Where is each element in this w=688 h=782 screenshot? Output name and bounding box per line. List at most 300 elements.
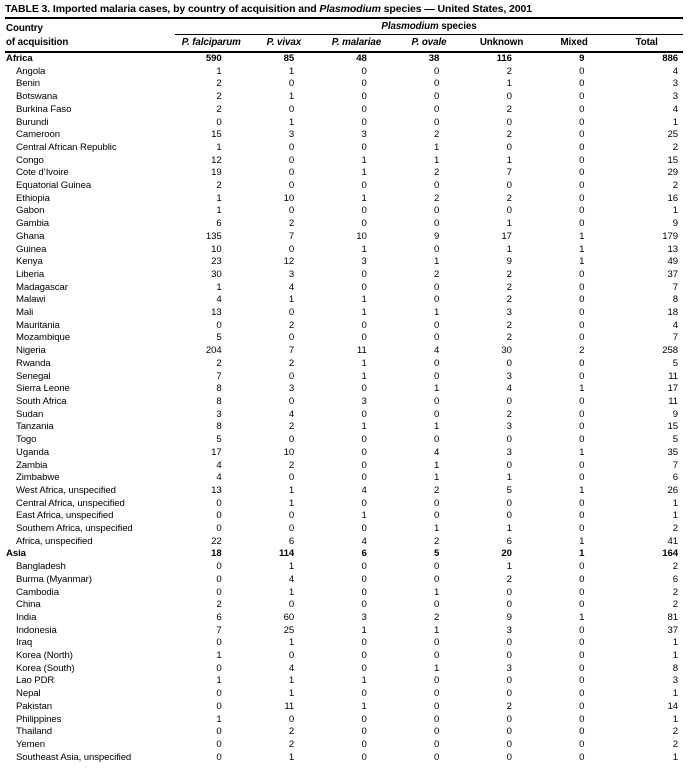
- cell-value: 4: [216, 459, 222, 471]
- cell-value: 2: [506, 319, 512, 331]
- cell-value: 2: [434, 192, 440, 204]
- cell-value: 2: [216, 103, 222, 115]
- cell-value: 1: [434, 154, 440, 166]
- cell-value: 0: [506, 586, 512, 598]
- table-row: [5, 561, 683, 574]
- table-row: [5, 726, 683, 739]
- row-label: Africa: [6, 53, 33, 64]
- cell-value: 1: [361, 421, 367, 433]
- row-label: Sudan: [16, 408, 44, 420]
- cell-value: 29: [667, 167, 678, 179]
- cell-value: 1: [361, 370, 367, 382]
- cell-value: 164: [662, 548, 678, 560]
- cell-value: 1: [672, 205, 678, 217]
- cell-value: 1: [506, 154, 512, 166]
- row-label: Indonesia: [16, 624, 57, 636]
- cell-value: 0: [216, 573, 222, 585]
- cell-value: 7: [672, 281, 678, 293]
- cell-value: 1: [672, 650, 678, 662]
- cell-value: 0: [434, 319, 440, 331]
- row-label: Uganda: [16, 446, 50, 458]
- cell-value: 2: [506, 65, 512, 77]
- cell-value: 5: [434, 548, 440, 560]
- cell-value: 0: [434, 243, 440, 255]
- cell-value: 0: [434, 281, 440, 293]
- column-header-p-malariae: P. malariae: [320, 35, 393, 53]
- cell-value: 0: [361, 446, 367, 458]
- cell-value: 0: [434, 599, 440, 611]
- table-row: [5, 282, 683, 295]
- cell-value: 3: [506, 446, 512, 458]
- cell-value: 0: [288, 141, 295, 153]
- cell-value: 2: [506, 268, 512, 280]
- cell-value: 0: [579, 154, 585, 166]
- cell-value: 0: [434, 561, 440, 573]
- cell-value: 1: [434, 256, 440, 268]
- row-label: Togo: [16, 434, 37, 446]
- cell-value: 0: [579, 192, 585, 204]
- cell-value: 0: [434, 497, 440, 509]
- cell-value: 0: [216, 637, 222, 649]
- cell-value: 3: [672, 78, 678, 90]
- column-header-mixed: Mixed: [538, 35, 611, 53]
- cell-value: 1: [288, 484, 295, 496]
- cell-value: 0: [361, 688, 367, 700]
- cell-value: 0: [579, 434, 585, 446]
- cell-value: 9: [506, 256, 512, 268]
- cell-value: 18: [667, 307, 678, 319]
- cell-value: 1: [361, 357, 367, 369]
- cell-value: 0: [361, 751, 367, 763]
- cell-value: 0: [434, 510, 440, 522]
- cell-value: 1: [361, 700, 367, 712]
- cell-value: 0: [216, 116, 222, 128]
- table-row: [5, 637, 683, 650]
- row-label: East Africa, unspecified: [16, 510, 114, 522]
- cell-value: 1: [672, 510, 678, 522]
- cell-value: 1: [361, 167, 367, 179]
- cell-value: 2: [672, 180, 678, 192]
- cell-value: 8: [672, 662, 678, 674]
- cell-value: 81: [667, 611, 678, 623]
- cell-value: 1: [434, 586, 440, 598]
- cell-value: 3: [506, 307, 512, 319]
- cell-value: 0: [216, 751, 222, 763]
- cell-value: 0: [434, 370, 440, 382]
- table-row: [5, 663, 683, 676]
- cell-value: 1: [579, 383, 585, 395]
- cell-value: 3: [672, 91, 678, 103]
- cell-value: 0: [288, 370, 295, 382]
- cell-value: 0: [579, 205, 585, 217]
- cell-value: 0: [434, 688, 440, 700]
- table-row: [5, 612, 683, 625]
- cell-value: 8: [216, 395, 222, 407]
- row-label: Kenya: [16, 256, 43, 268]
- cell-value: 3: [288, 129, 295, 141]
- table-row: [5, 739, 683, 752]
- cell-value: 0: [434, 218, 440, 230]
- row-label: Korea (North): [16, 650, 73, 662]
- cell-value: 0: [216, 523, 222, 535]
- cell-value: 3: [506, 370, 512, 382]
- table-row: [5, 358, 683, 371]
- cell-value: 0: [506, 497, 512, 509]
- cell-value: 0: [216, 700, 222, 712]
- cell-value: 0: [506, 637, 512, 649]
- table-row: [5, 78, 683, 91]
- cell-value: 11: [284, 700, 295, 712]
- row-label: Mauritania: [16, 319, 60, 331]
- cell-value: 3: [216, 408, 222, 420]
- cell-value: 0: [361, 103, 367, 115]
- cell-value: 0: [216, 738, 222, 750]
- cell-value: 0: [579, 180, 585, 192]
- table-row: [5, 180, 683, 193]
- cell-value: 0: [506, 599, 512, 611]
- cell-value: 0: [288, 434, 295, 446]
- cell-value: 1: [288, 586, 295, 598]
- cell-value: 0: [216, 586, 222, 598]
- country-header-line2: of acquisition: [5, 35, 175, 53]
- cell-value: 4: [434, 345, 440, 357]
- cell-value: 0: [579, 497, 585, 509]
- cell-value: 2: [672, 141, 678, 153]
- cell-value: 0: [579, 78, 585, 90]
- table-row: [5, 66, 683, 79]
- table-row: [5, 91, 683, 104]
- cell-value: 0: [361, 573, 367, 585]
- table-row: [5, 688, 683, 701]
- table-row: [5, 650, 683, 663]
- cell-value: 0: [288, 395, 295, 407]
- cell-value: 2: [434, 129, 440, 141]
- row-label: Pakistan: [16, 700, 52, 712]
- row-label: Nepal: [16, 688, 41, 700]
- cell-value: 6: [672, 472, 678, 484]
- table-row: [5, 307, 683, 320]
- cell-value: 12: [283, 256, 295, 268]
- cell-value: 13: [211, 307, 222, 319]
- cell-value: 0: [361, 65, 367, 77]
- row-label: Philippines: [16, 713, 62, 725]
- cell-value: 0: [361, 662, 367, 674]
- cell-value: 2: [506, 294, 512, 306]
- table-row: [5, 167, 683, 180]
- cell-value: 0: [288, 103, 295, 115]
- cell-value: 6: [216, 611, 222, 623]
- cell-value: 0: [361, 650, 367, 662]
- row-label: Senegal: [16, 370, 51, 382]
- cell-value: 3: [361, 129, 367, 141]
- table-row: [5, 104, 683, 117]
- cell-value: 0: [434, 408, 440, 420]
- cell-value: 3: [288, 383, 295, 395]
- row-label: Angola: [16, 65, 46, 77]
- cell-value: 0: [506, 116, 512, 128]
- cell-value: 0: [216, 688, 222, 700]
- cell-value: 0: [506, 434, 512, 446]
- cell-value: 2: [434, 484, 440, 496]
- spanner-italic-text: Plasmodium: [381, 21, 439, 32]
- table-row: [5, 485, 683, 498]
- cell-value: 0: [506, 459, 512, 471]
- cell-value: 10: [356, 230, 367, 242]
- cell-value: 4: [672, 319, 678, 331]
- table-row: [5, 218, 683, 231]
- cell-value: 0: [288, 472, 295, 484]
- cell-value: 10: [283, 192, 295, 204]
- table-row: [5, 371, 683, 384]
- cell-value: 0: [361, 523, 367, 535]
- cell-value: 0: [434, 332, 440, 344]
- row-label: South Africa: [16, 395, 67, 407]
- cell-value: 17: [211, 446, 222, 458]
- cell-value: 3: [361, 395, 367, 407]
- cell-value: 0: [434, 751, 440, 763]
- cell-value: 1: [672, 497, 678, 509]
- cell-value: 2: [506, 573, 512, 585]
- cell-value: 9: [672, 218, 678, 230]
- cell-value: 0: [579, 307, 585, 319]
- table-row: [5, 599, 683, 612]
- cell-value: 11: [668, 395, 678, 407]
- table-row: [5, 714, 683, 727]
- cell-value: 1: [434, 459, 440, 471]
- row-label: Korea (South): [16, 662, 75, 674]
- cell-value: 1: [288, 497, 295, 509]
- cell-value: 20: [501, 548, 512, 560]
- cell-value: 1: [434, 662, 440, 674]
- row-label: Ghana: [16, 230, 45, 242]
- table-row: [5, 587, 683, 600]
- spanner-row: [5, 19, 683, 35]
- cell-value: 0: [288, 713, 295, 725]
- cell-value: 1: [361, 192, 367, 204]
- row-label: Burkina Faso: [16, 103, 72, 115]
- cell-value: 9: [506, 611, 512, 623]
- cell-value: 0: [579, 370, 585, 382]
- row-label: Cote d’Ivoire: [16, 167, 69, 179]
- cell-value: 1: [361, 675, 367, 687]
- cell-value: 30: [211, 268, 222, 280]
- cell-value: 1: [216, 205, 222, 217]
- cell-value: 2: [506, 129, 512, 141]
- cell-value: 1: [361, 510, 367, 522]
- cell-value: 0: [288, 510, 295, 522]
- cell-value: 0: [506, 650, 512, 662]
- cell-value: 23: [211, 256, 222, 268]
- cell-value: 9: [579, 53, 585, 64]
- cell-value: 41: [667, 535, 678, 547]
- cell-value: 2: [434, 611, 440, 623]
- cell-value: 2: [506, 281, 512, 293]
- cell-value: 0: [361, 586, 367, 598]
- cell-value: 1: [288, 294, 295, 306]
- cell-value: 4: [672, 103, 678, 115]
- cell-value: 0: [579, 129, 585, 141]
- table-title: [5, 3, 683, 19]
- cell-value: 1: [216, 713, 222, 725]
- row-label: Mali: [16, 307, 34, 319]
- cell-value: 0: [579, 421, 585, 433]
- cell-value: 0: [434, 700, 440, 712]
- cell-value: 0: [288, 523, 295, 535]
- cell-value: 0: [506, 357, 512, 369]
- cell-value: 0: [579, 91, 585, 103]
- row-label: Africa, unspecified: [16, 535, 93, 547]
- country-header-line1: Country: [6, 22, 43, 34]
- cell-value: 6: [672, 573, 678, 585]
- table-row: [5, 345, 683, 358]
- cell-value: 18: [211, 548, 222, 560]
- cell-value: 0: [434, 395, 440, 407]
- cell-value: 1: [579, 484, 585, 496]
- cell-value: 1: [506, 523, 512, 535]
- cell-value: 0: [288, 180, 295, 192]
- table-row: [5, 396, 683, 409]
- cell-value: 0: [579, 103, 585, 115]
- cell-value: 0: [288, 154, 295, 166]
- cell-value: 0: [361, 180, 367, 192]
- table-row: [5, 129, 683, 142]
- table-row: [5, 231, 683, 244]
- table-row: [5, 52, 683, 66]
- cell-value: 2: [288, 319, 295, 331]
- cell-value: 7: [288, 230, 295, 242]
- cell-value: 0: [579, 662, 585, 674]
- malaria-cases-table: [5, 19, 683, 764]
- cell-value: 0: [579, 573, 585, 585]
- cell-value: 1: [216, 281, 222, 293]
- cell-value: 15: [211, 129, 222, 141]
- cell-value: 0: [506, 141, 512, 153]
- row-label: Burma (Myanmar): [16, 573, 92, 585]
- cell-value: 0: [506, 738, 512, 750]
- cell-value: 1: [361, 307, 367, 319]
- cell-value: 1: [288, 91, 295, 103]
- cell-value: 1: [216, 650, 222, 662]
- cell-value: 2: [288, 738, 295, 750]
- row-label: Benin: [16, 78, 41, 90]
- cell-value: 0: [361, 497, 367, 509]
- table-row: [5, 701, 683, 714]
- cell-value: 0: [579, 395, 585, 407]
- cell-value: 0: [434, 116, 440, 128]
- cell-value: 0: [361, 408, 367, 420]
- cell-value: 2: [216, 180, 222, 192]
- row-label: Congo: [16, 154, 44, 166]
- cell-value: 0: [434, 434, 440, 446]
- cell-value: 0: [579, 726, 585, 738]
- table-row: [5, 752, 683, 765]
- cell-value: 0: [216, 497, 222, 509]
- cell-value: 1: [361, 154, 367, 166]
- cell-value: 6: [361, 548, 367, 560]
- cell-value: 1: [434, 383, 440, 395]
- table-row: [5, 269, 683, 282]
- cell-value: 1: [579, 611, 585, 623]
- cell-value: 0: [579, 281, 585, 293]
- cell-value: 0: [579, 472, 585, 484]
- cell-value: 0: [579, 268, 585, 280]
- row-label: Equatorial Guinea: [16, 180, 92, 192]
- cell-value: 2: [672, 586, 678, 598]
- cell-value: 3: [361, 611, 367, 623]
- cell-value: 2: [288, 421, 295, 433]
- table-row: [5, 434, 683, 447]
- cell-value: 4: [288, 573, 295, 585]
- cell-value: 1: [361, 624, 367, 636]
- cell-value: 0: [361, 726, 367, 738]
- cell-value: 1: [288, 561, 295, 573]
- cell-value: 37: [667, 624, 678, 636]
- table-row: [5, 244, 683, 257]
- cell-value: 2: [506, 192, 512, 204]
- cell-value: 0: [434, 738, 440, 750]
- cell-value: 0: [361, 472, 367, 484]
- cell-value: 1: [434, 421, 440, 433]
- column-header-unknown: Unknown: [465, 35, 538, 53]
- cell-value: 0: [506, 688, 512, 700]
- row-label: India: [16, 611, 37, 623]
- cell-value: 1: [672, 116, 678, 128]
- cell-value: 2: [434, 167, 440, 179]
- cell-value: 2: [579, 345, 585, 357]
- table-row: [5, 498, 683, 511]
- row-label: Botswana: [16, 91, 58, 103]
- table-row: [5, 320, 683, 333]
- cell-value: 1: [434, 307, 440, 319]
- cell-value: 0: [216, 319, 222, 331]
- cell-value: 0: [506, 713, 512, 725]
- cell-value: 1: [506, 472, 512, 484]
- cell-value: 26: [667, 484, 678, 496]
- cell-value: 2: [288, 218, 295, 230]
- row-label: Southern Africa, unspecified: [16, 523, 133, 535]
- cell-value: 1: [216, 192, 222, 204]
- cell-value: 0: [361, 561, 367, 573]
- cell-value: 0: [361, 713, 367, 725]
- row-label: Lao PDR: [16, 675, 55, 687]
- table-row: [5, 472, 683, 485]
- cell-value: 0: [434, 65, 440, 77]
- cell-value: 15: [667, 421, 678, 433]
- row-label: Ethiopia: [16, 192, 50, 204]
- cell-value: 5: [672, 357, 678, 369]
- cell-value: 2: [288, 357, 295, 369]
- cell-value: 2: [288, 459, 295, 471]
- cell-value: 0: [361, 218, 367, 230]
- plasmodium-species-spanner: [175, 19, 683, 35]
- cell-value: 0: [579, 688, 585, 700]
- cell-value: 4: [288, 281, 295, 293]
- cell-value: 0: [579, 408, 585, 420]
- cell-value: 1: [579, 535, 585, 547]
- cell-value: 1: [672, 713, 678, 725]
- cell-value: 8: [216, 383, 222, 395]
- cell-value: 17: [501, 230, 512, 242]
- cell-value: 4: [506, 383, 512, 395]
- cell-value: 0: [579, 624, 585, 636]
- cell-value: 1: [579, 446, 585, 458]
- cell-value: 10: [211, 243, 222, 255]
- cell-value: 2: [506, 700, 512, 712]
- cell-value: 12: [211, 154, 222, 166]
- cell-value: 1: [506, 78, 512, 90]
- cell-value: 1: [434, 472, 440, 484]
- cell-value: 0: [361, 637, 367, 649]
